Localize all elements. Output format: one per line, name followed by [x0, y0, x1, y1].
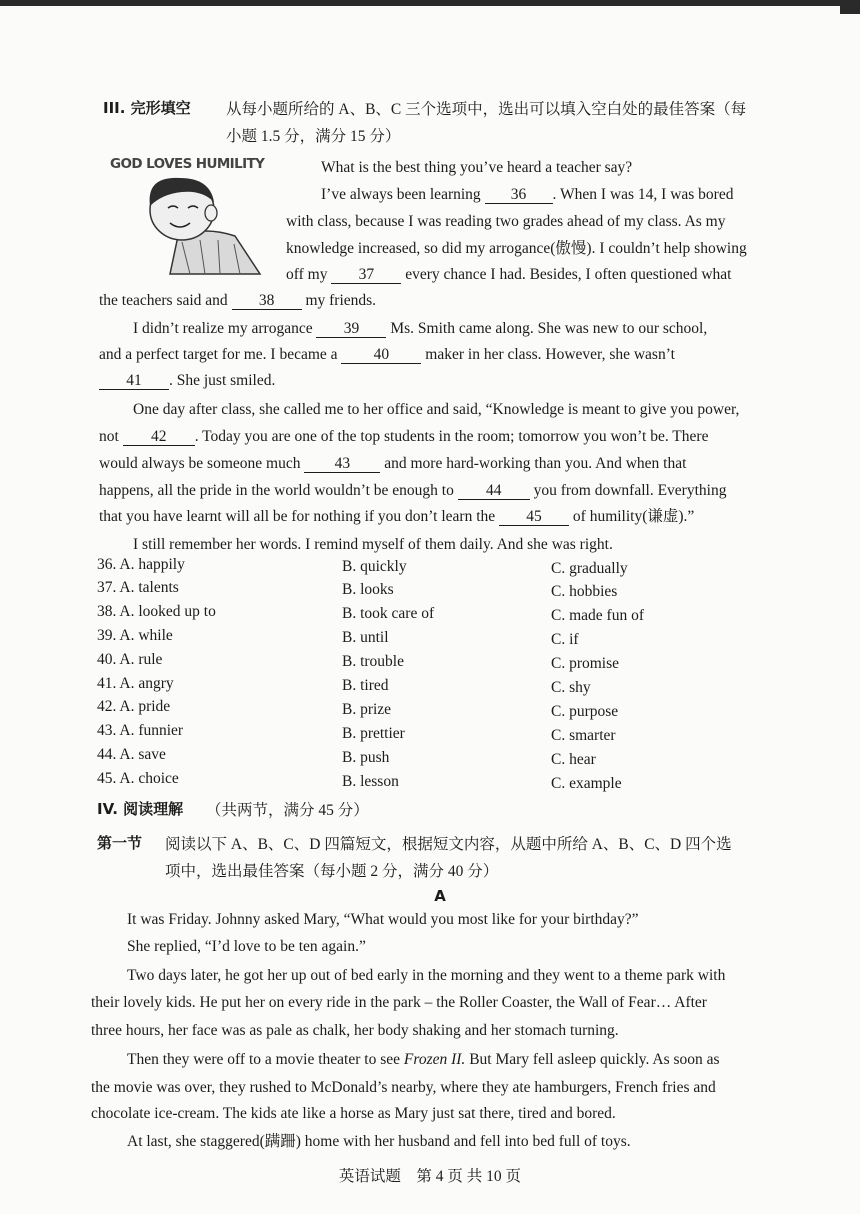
reading-a-p3-line3: three hours, her face was as pale as chalk, her body shaking and her stomach turning. — [91, 1022, 619, 1039]
passage-line-11 — [99, 427, 708, 447]
option-36-b: B. quickly — [342, 558, 407, 575]
reading-a-p2: She replied, “I’d love to be ten again.” — [127, 938, 366, 955]
option-39-b: B. until — [342, 629, 389, 646]
option-36-c: C. gradually — [551, 560, 628, 577]
section3-instruction-1: 从每小题所给的 A、B、C 三个选项中，选出可以填入空白处的最佳答案（每 — [226, 101, 747, 118]
text: and more hard-working than you. And when that — [384, 455, 687, 472]
option-43-a: 43. A. funnier — [97, 722, 184, 739]
illustration-caption: GOD LOVES HUMILITY — [110, 156, 265, 172]
reading-a-p4-line2: the movie was over, they rushed to McDonald’s nearby, where they ate hamburgers, French fries and — [91, 1079, 716, 1096]
option-42-b: B. prize — [342, 701, 392, 718]
passage-line-1: What is the best thing you’ve heard a teacher say? — [321, 159, 633, 176]
passage-line-10: One day after class, she called me to her office and said, “Knowledge is meant to give you power, — [133, 401, 740, 418]
reading-a-p3-line2: their lovely kids. He put her on every ride in the park – the Roller Coaster, the Wall of Fear… After — [91, 994, 707, 1011]
text: . When I was 14, I was bored — [552, 186, 734, 203]
option-36-a: 36. A. happily — [97, 556, 185, 573]
option-41-c: C. shy — [551, 679, 591, 696]
section3-title: III. 完形填空 — [103, 99, 191, 117]
option-37-a: 37. A. talents — [97, 579, 179, 596]
option-40-c: C. promise — [551, 655, 620, 672]
text: would always be someone much — [99, 455, 301, 472]
text: of humility(谦虚).” — [572, 508, 695, 525]
text: not — [99, 428, 119, 445]
text: the teachers said and — [99, 292, 228, 309]
option-44-c: C. hear — [551, 751, 596, 768]
part1-instruction-1: 阅读以下 A、B、C、D 四篇短文，根据短文内容，从题中所给 A、B、C、D 四个选 — [165, 836, 732, 853]
passage-line-15: I still remember her words. I remind myself of them daily. And she was right. — [133, 536, 613, 553]
blank-39: 39 — [316, 320, 386, 338]
text: that you have learnt will all be for nothing if you don’t learn the — [99, 508, 496, 525]
option-40-a: 40. A. rule — [97, 651, 163, 668]
blank-37: 37 — [331, 266, 401, 284]
option-42-c: C. purpose — [551, 703, 619, 720]
part1-label: 第一节 — [97, 834, 143, 852]
text: you from downfall. Everything — [533, 482, 727, 499]
blank-42: 42 — [123, 428, 195, 446]
option-44-b: B. push — [342, 749, 390, 766]
passage-line-13 — [99, 481, 726, 501]
section4-score: （共两节，满分 45 分） — [206, 802, 369, 819]
section3-instruction-2: 小题 1.5 分，满分 15 分） — [226, 128, 401, 145]
blank-44: 44 — [458, 482, 530, 500]
option-38-b: B. took care of — [342, 605, 435, 622]
passage-line-14 — [99, 507, 694, 527]
reading-a-p1: It was Friday. Johnny asked Mary, “What would you most like for your birthday?” — [127, 911, 639, 928]
passage-line-2 — [321, 185, 733, 205]
option-43-b: B. prettier — [342, 725, 405, 742]
text: every chance I had. Besides, I often questioned what — [405, 266, 732, 283]
option-37-b: B. looks — [342, 581, 394, 598]
passage-line-8 — [99, 345, 675, 365]
option-41-a: 41. A. angry — [97, 675, 174, 692]
passage-line-3: with class, because I was reading two grades ahead of my class. As my — [286, 213, 726, 230]
blank-38: 38 — [232, 292, 302, 310]
reading-a-p4-line1 — [127, 1050, 720, 1070]
option-45-a: 45. A. choice — [97, 770, 179, 787]
option-37-c: C. hobbies — [551, 583, 618, 600]
page-footer: 英语试题 第 4 页 共 10 页 — [338, 1168, 522, 1185]
option-41-b: B. tired — [342, 677, 389, 694]
blank-36: 36 — [485, 186, 553, 204]
blank-43: 43 — [304, 455, 380, 473]
text: I didn’t realize my arrogance — [133, 320, 313, 337]
option-39-a: 39. A. while — [97, 627, 173, 644]
option-38-a: 38. A. looked up to — [97, 603, 216, 620]
text: . Today you are one of the top students in the room; tomorrow you won’t be. There — [194, 428, 709, 445]
movie-title: Frozen II. — [403, 1051, 466, 1068]
option-40-b: B. trouble — [342, 653, 404, 670]
option-42-a: 42. A. pride — [97, 698, 171, 715]
passage-line-4: knowledge increased, so did my arrogance(傲慢). I couldn’t help showing — [286, 240, 747, 257]
text: But Mary fell asleep quickly. As soon as — [469, 1051, 720, 1068]
illustration — [110, 156, 270, 276]
text: my friends. — [305, 292, 377, 309]
passage-line-9 — [99, 371, 275, 391]
part1-instruction-2: 项中，选出最佳答案（每小题 2 分，满分 40 分） — [165, 863, 499, 880]
blank-40: 40 — [341, 346, 421, 364]
text: I’ve always been learning — [321, 186, 481, 203]
option-45-c: C. example — [551, 775, 622, 792]
text: Ms. Smith came along. She was new to our school, — [390, 320, 708, 337]
option-39-c: C. if — [551, 631, 579, 648]
boy-smiling-icon — [110, 156, 270, 276]
option-44-a: 44. A. save — [97, 746, 166, 763]
blank-45: 45 — [499, 508, 569, 526]
section4-title: IV. 阅读理解 — [97, 800, 184, 818]
option-45-b: B. lesson — [342, 773, 399, 790]
option-38-c: C. made fun of — [551, 607, 644, 624]
passage-line-6 — [99, 291, 376, 311]
option-43-c: C. smarter — [551, 727, 616, 744]
reading-a-p4-line3: chocolate ice-cream. The kids ate like a horse as Mary just sat there, tired and bored. — [91, 1105, 616, 1122]
text: happens, all the pride in the world wouldn’t be enough to — [99, 482, 454, 499]
passage-line-12 — [99, 454, 686, 474]
blank-41: 41 — [99, 372, 169, 390]
text: . She just smiled. — [169, 372, 276, 389]
reading-a-p3-line1: Two days later, he got her up out of bed early in the morning and they went to a theme park with — [127, 967, 726, 984]
passage-line-5 — [286, 265, 731, 285]
text: and a perfect target for me. I became a — [99, 346, 338, 363]
reading-a-heading: A — [434, 887, 446, 905]
text: Then they were off to a movie theater to see — [127, 1051, 401, 1068]
text: off my — [286, 266, 328, 283]
passage-line-7 — [133, 319, 707, 339]
text: maker in her class. However, she wasn’t — [425, 346, 675, 363]
reading-a-p5: At last, she staggered(蹒跚) home with her husband and fell into bed full of toys. — [127, 1133, 631, 1150]
